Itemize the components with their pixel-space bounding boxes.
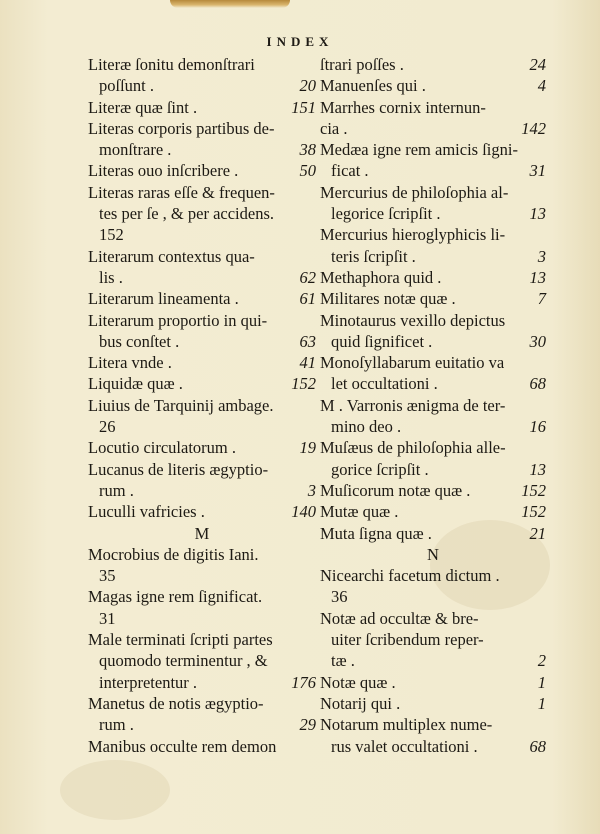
entry-text: interpretentur . — [99, 672, 198, 692]
entry-text: 35 — [99, 566, 116, 586]
index-entry — [320, 203, 546, 224]
index-entry — [320, 182, 546, 203]
index-entry — [320, 736, 546, 757]
entry-text: teris ſcripſit . — [331, 246, 416, 266]
index-entry — [88, 160, 316, 181]
entry-text: Muſæus de philoſophia alle- — [320, 438, 506, 458]
index-entry — [320, 459, 546, 480]
page-edge-stain — [170, 0, 290, 8]
index-entry — [320, 395, 546, 416]
index-entry — [88, 586, 316, 607]
page-number: 152 — [291, 374, 316, 394]
entry-text: 36 — [331, 587, 348, 607]
index-entry — [320, 501, 546, 522]
running-header: INDEX — [266, 34, 334, 49]
page-number: 30 — [529, 331, 546, 351]
entry-text: mino deo . — [331, 417, 402, 437]
index-entry — [320, 331, 546, 352]
entry-text: Literas raras eſſe & frequen- — [88, 182, 275, 202]
index-entry — [320, 246, 546, 267]
page-number: 13 — [529, 267, 546, 287]
index-entry — [88, 608, 316, 629]
index-entry — [320, 267, 546, 288]
index-entry — [320, 75, 546, 96]
index-entry — [88, 373, 316, 394]
index-entry — [320, 672, 546, 693]
entry-text: 26 — [99, 417, 116, 437]
entry-text: rus valet occultationi . — [331, 736, 478, 756]
entry-text: let occultationi . — [331, 374, 438, 394]
entry-text: Notarij qui . — [320, 693, 401, 713]
index-entry — [320, 693, 546, 714]
index-entry — [88, 736, 316, 757]
index-entry — [88, 97, 316, 118]
page-number: 151 — [291, 97, 316, 117]
entry-text: 31 — [99, 608, 116, 628]
entry-text: monſtrare . — [99, 140, 172, 160]
index-entry — [320, 586, 546, 607]
index-entry — [320, 416, 546, 437]
index-column-right — [320, 54, 546, 757]
entry-text: Literarum proportio in qui- — [88, 310, 268, 330]
entry-text: ſtrari poſſes . — [320, 55, 404, 74]
index-entry — [320, 523, 546, 544]
index-entry — [88, 544, 316, 565]
entry-text: Minotaurus vexillo depictus — [320, 310, 506, 330]
entry-text: ficat . — [331, 161, 369, 181]
index-entry — [88, 672, 316, 693]
page-number: 20 — [299, 76, 316, 96]
page-number: 142 — [521, 118, 546, 138]
index-entry — [320, 437, 546, 458]
entry-text: Male terminati ſcripti partes — [88, 630, 273, 650]
entry-text: quomodo terminentur , & — [99, 651, 268, 671]
page-number: 31 — [529, 161, 546, 181]
index-entry — [88, 714, 316, 735]
entry-text: Militares notæ quæ . — [320, 289, 456, 309]
index-entry — [88, 501, 316, 522]
entry-text: Literæ ſonitu demonſtrari — [88, 55, 255, 74]
entry-text: Liquidæ quæ . — [88, 374, 183, 394]
index-entry — [320, 310, 546, 331]
index-entry — [88, 246, 316, 267]
index-entry — [320, 97, 546, 118]
index-entry — [88, 352, 316, 373]
paper-stain — [60, 760, 170, 820]
index-entry — [320, 54, 546, 75]
index-entry — [320, 565, 546, 586]
page-number: 68 — [529, 736, 546, 756]
entry-text: 152 — [99, 225, 124, 245]
section-letter — [320, 544, 546, 565]
index-entry — [320, 650, 546, 671]
page-number: 19 — [299, 438, 316, 458]
entry-text: Manuenſes qui . — [320, 76, 426, 96]
index-entry — [88, 267, 316, 288]
index-entry — [88, 139, 316, 160]
index-entry — [88, 331, 316, 352]
entry-text: Nicearchi facetum dictum . — [320, 566, 500, 586]
entry-text: rum . — [99, 715, 134, 735]
index-entry — [320, 352, 546, 373]
entry-text: Manibus occulte rem demon — [88, 736, 277, 756]
index-entry — [320, 224, 546, 245]
entry-text: Marrhes cornix internun- — [320, 97, 486, 117]
page-number: 3 — [537, 246, 546, 266]
entry-text: poſſunt . — [99, 76, 155, 96]
index-entry — [88, 650, 316, 671]
entry-text: Lucanus de literis ægyptio- — [88, 459, 269, 479]
entry-text: Luculli vafricies . — [88, 502, 205, 522]
entry-text: Literarum lineamenta . — [88, 289, 239, 309]
entry-text: N — [427, 544, 439, 564]
index-entry — [88, 480, 316, 501]
index-entry — [88, 288, 316, 309]
entry-text: gorice ſcripſit . — [331, 459, 429, 479]
entry-text: Mercurius hieroglyphicis li- — [320, 225, 506, 245]
index-entry — [88, 395, 316, 416]
entry-text: Notæ quæ . — [320, 672, 396, 692]
page-number: 176 — [291, 672, 316, 692]
index-entry — [88, 75, 316, 96]
entry-text: Mutæ quæ . — [320, 502, 399, 522]
entry-text: M . Varronis ænigma de ter- — [320, 395, 506, 415]
entry-text: Literæ quæ ſint . — [88, 97, 198, 117]
entry-text: tæ . — [331, 651, 355, 671]
page-number: 7 — [537, 289, 546, 309]
entry-text: Muſicorum notæ quæ . — [320, 480, 471, 500]
entry-text: Literarum contextus qua- — [88, 246, 255, 266]
index-entry — [320, 288, 546, 309]
section-letter — [88, 523, 316, 544]
page-number: 152 — [521, 502, 546, 522]
entry-text: Liuius de Tarquinij ambage. — [88, 395, 274, 415]
page-number: 16 — [529, 417, 546, 437]
index-entry — [320, 629, 546, 650]
entry-text: Mercurius de philoſophia al- — [320, 182, 509, 202]
page-number: 4 — [537, 76, 546, 96]
index-column-left — [88, 54, 316, 757]
page-number: 140 — [291, 502, 316, 522]
page-number: 2 — [537, 651, 546, 671]
index-entry — [88, 310, 316, 331]
page-number: 62 — [299, 267, 316, 287]
entry-text: Methaphora quid . — [320, 267, 442, 287]
index-entry — [88, 182, 316, 203]
index-entry — [320, 118, 546, 139]
index-entry — [320, 139, 546, 160]
entry-text: bus conſtet . — [99, 331, 180, 351]
index-entry — [88, 693, 316, 714]
index-entry — [88, 416, 316, 437]
page-number: 152 — [521, 480, 546, 500]
entry-text: Literas corporis partibus de- — [88, 118, 275, 138]
index-entry — [320, 373, 546, 394]
index-entry — [88, 224, 316, 245]
page-number: 21 — [529, 523, 546, 543]
page-number: 13 — [529, 459, 546, 479]
index-entry — [88, 565, 316, 586]
index-entry — [88, 118, 316, 139]
entry-text: M — [194, 523, 210, 543]
page-number: 1 — [537, 693, 546, 713]
entry-text: Magas igne rem ſignificat. — [88, 587, 263, 607]
entry-text: Manetus de notis ægyptio- — [88, 693, 264, 713]
page-number: 3 — [307, 480, 316, 500]
page-number: 41 — [299, 353, 316, 373]
entry-text: legorice ſcripſit . — [331, 204, 441, 224]
entry-text: Monoſyllabarum euitatio va — [320, 353, 505, 373]
entry-text: Medæa igne rem amicis ſigni- — [320, 140, 518, 160]
page-number: 1 — [537, 672, 546, 692]
page-number: 50 — [299, 161, 316, 181]
index-entry — [88, 54, 316, 75]
index-entry — [88, 203, 316, 224]
entry-text: quid ſignificet . — [331, 331, 433, 351]
entry-text: Litera vnde . — [88, 353, 172, 373]
entry-text: Notæ ad occultæ & bre- — [320, 608, 479, 628]
index-entry — [88, 459, 316, 480]
entry-text: Notarum multiplex nume- — [320, 715, 493, 735]
entry-text: lis . — [99, 267, 123, 287]
index-entry — [88, 437, 316, 458]
page-number: 68 — [529, 374, 546, 394]
entry-text: rum . — [99, 480, 134, 500]
entry-text: cia . — [320, 118, 348, 138]
entry-text: Literas ouo inſcribere . — [88, 161, 239, 181]
entry-text: Mocrobius de digitis Iani. — [88, 544, 259, 564]
page-number: 24 — [529, 55, 546, 74]
index-entry — [320, 160, 546, 181]
index-entry — [88, 629, 316, 650]
entry-text: Muta ſigna quæ . — [320, 523, 432, 543]
index-entry — [320, 480, 546, 501]
page-number: 38 — [299, 140, 316, 160]
index-entry — [320, 714, 546, 735]
page-number: 61 — [299, 289, 316, 309]
page-number: 13 — [529, 204, 546, 224]
entry-text: uiter ſcribendum reper- — [331, 630, 484, 650]
page-number: 63 — [299, 331, 316, 351]
entry-text: Locutio circulatorum . — [88, 438, 236, 458]
index-entry — [320, 608, 546, 629]
entry-text: tes per ſe , & per accidens. — [99, 204, 275, 224]
page-number: 29 — [299, 715, 316, 735]
